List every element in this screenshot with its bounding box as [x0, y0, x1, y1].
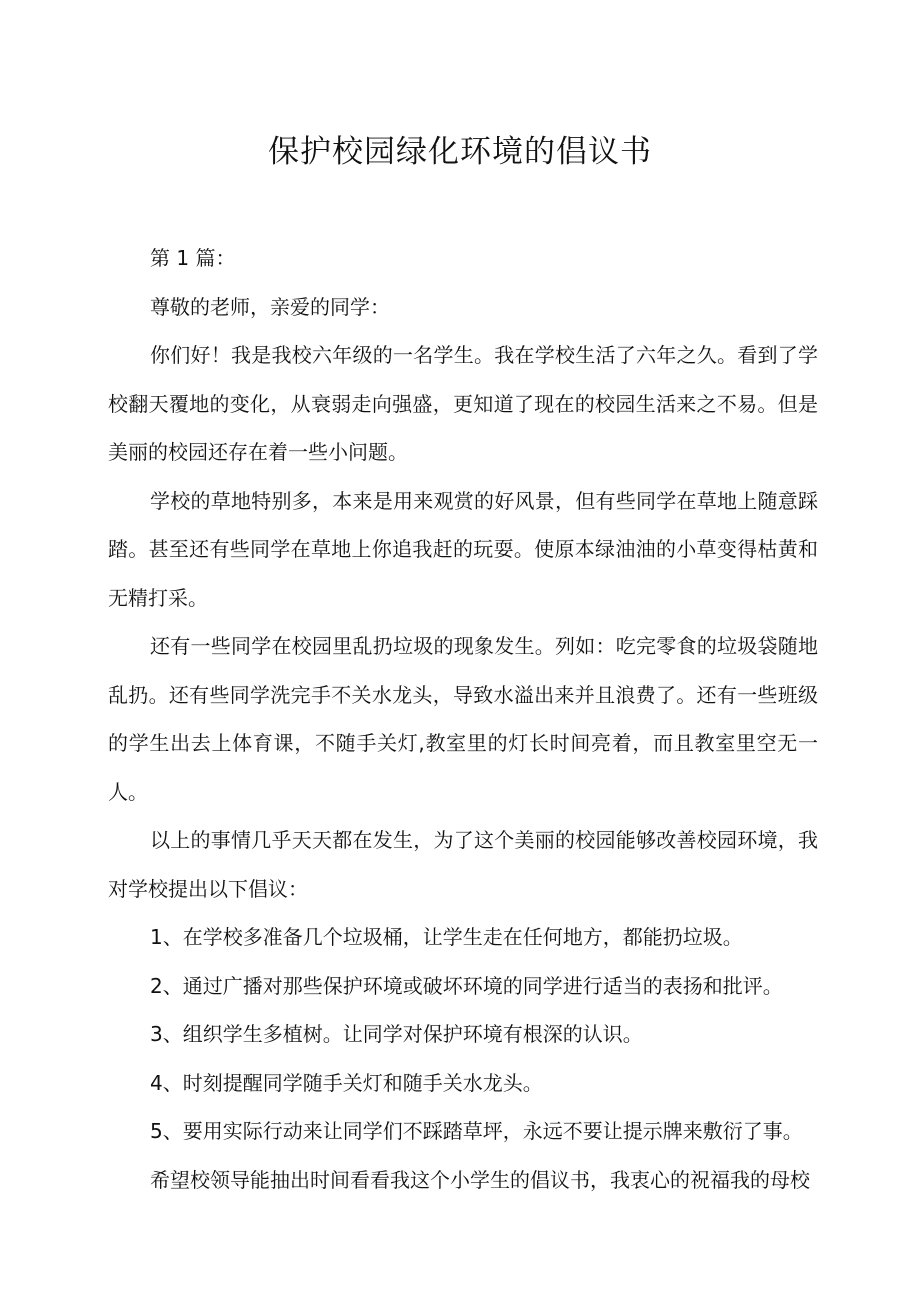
paragraph: 学校的草地特别多，本来是用来观赏的好风景，但有些同学在草地上随意踩踏。甚至还有些同学在草地上你追我赶的玩耍。使原本绿油油的小草变得枯黄和无精打采。 — [108, 488, 818, 610]
proposal-item: 3、组织学生多植树。让同学对保护环境有根深的认识。 — [150, 1022, 643, 1046]
paragraph: 你们好！我是我校六年级的一名学生。我在学校生活了六年之久。看到了学校翻天覆地的变化，从衰弱走向强盛，更知道了现在的校园生活来之不易。但是美丽的校园还存在着一些小问题。 — [108, 343, 818, 464]
salutation: 尊敬的老师，亲爱的同学： — [150, 294, 390, 319]
chapter-label: 第 1 篇： — [150, 246, 236, 270]
proposal-item: 4、时刻提醒同学随手关灯和随手关水龙头。 — [150, 1070, 543, 1095]
proposal-item: 2、通过广播对那些保护环境或破坏环境的同学进行适当的表扬和批评。 — [150, 973, 783, 998]
paragraph: 还有一些同学在校园里乱扔垃圾的现象发生。列如：吃完零食的垃圾袋随地乱扔。还有些同学洗完手不关水龙头，导致水溢出来并且浪费了。还有一些班级的学生出去上体育课，不随手关灯,教室里的灯长时间亮着，而且教室里空无一人。 — [108, 634, 818, 804]
proposal-item: 1、在学校多准备几个垃圾桶，让学生走在任何地方，都能扔垃圾。 — [150, 925, 743, 949]
document-body — [108, 234, 818, 1204]
closing-paragraph: 希望校领导能抽出时间看看我这个小学生的倡议书，我衷心的祝福我的母校 — [150, 1167, 810, 1192]
document-title: 保护校园绿化环境的倡议书 — [268, 134, 652, 170]
paragraph: 以上的事情几乎天天都在发生，为了这个美丽的校园能够改善校园环境，我对学校提出以下倡议： — [108, 828, 818, 901]
proposal-item: 5、要用实际行动来让同学们不踩踏草坪，永远不要让提示牌来敷衍了事。 — [150, 1119, 803, 1143]
